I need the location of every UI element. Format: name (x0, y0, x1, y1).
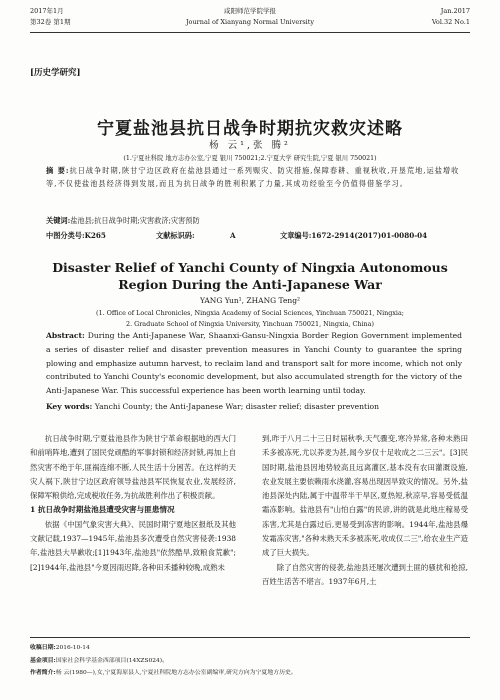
abstract-zh (46, 165, 466, 190)
abstract-en (46, 329, 462, 398)
doc-code-label: 文献标识码: (156, 231, 195, 240)
abstract-en-label: Abstract: (46, 331, 85, 340)
keywords-zh (46, 216, 466, 226)
body-paragraph: 依据《中国气象灾害大典》、民国时期宁夏地区报纸及其他文献记载,1937—1945年,盐池县多次遭受自然灾害侵袭:1938年,盐池县大旱歉收;[1]1943年,盐池县"依然酷旱,致粮食荒歉";[2]1944年,盐池县"今夏因雨迟降,各种田禾播种较晚,成熟未 (30, 519, 236, 572)
title-en (0, 259, 500, 293)
title-en-line2: Region During the Anti-Japanese War (118, 277, 382, 292)
abstract-zh-label: 摘 要: (46, 166, 70, 175)
article-number: 文章编号:1672-2914(2017)01-0080-04 (280, 231, 428, 240)
affiliation-en-2: 2. Graduate School of Ningxia University, Yinchuan 750021, Ningxia, China) (126, 319, 374, 328)
journal-name-en: Journal of Xianyang Normal University (185, 18, 315, 26)
body-paragraph: 除了自然灾害的侵袭,盐池县还屡次遭到土匪的骚扰和抢掠,百姓生活苦不堪言。1937年6月,土 (262, 562, 468, 586)
title-zh: 宁夏盐池县抗日战争时期抗灾救灾述略 (97, 119, 403, 139)
affiliations-zh: (1.宁夏社科院 地方志办公室,宁夏 银川 750021;2.宁夏大学 研究生院,宁夏 银川 750021) (123, 155, 377, 162)
author-bio-value: 杨 云(1980—),女,宁夏海原县人,宁夏社科院地方志办公室副编审,研究方向为宁夏地方历史。 (55, 670, 297, 676)
keywords-zh-label: 关键词: (46, 216, 71, 225)
fund-label: 基金项目: (30, 656, 56, 664)
keywords-en-text: Yanchi County; the Anti-Japanese War; disaster relief; disaster prevention (94, 402, 379, 411)
author-bio-label: 作者简介: (30, 669, 56, 676)
volume-issue-zh: 第32卷 第1期 (30, 18, 71, 26)
section-label: [历史学研究] (30, 68, 81, 78)
fund-info (30, 655, 470, 668)
header-rule (30, 32, 470, 33)
abstract-zh-text: 抗日战争时期,陕甘宁边区政府在盐池县通过一系列赈灾、防灾措施,保障春耕、重视秋收,开垦荒地,运盐增收等,不仅使盐池县经济得到发展,而且为抗日战争的胜利积累了力量,其成功经验至今仍值得借鉴学习。 (46, 166, 460, 188)
received-date (30, 642, 470, 655)
section-heading-1: 1 抗日战争时期盐池县遭受灾害与匪患情况 (30, 505, 175, 515)
header-right (432, 6, 470, 28)
keywords-zh-text: 盐池县;抗日战争时期;灾害救济;灾害预防 (70, 216, 200, 225)
body-column-left (30, 432, 236, 575)
affiliations-en (0, 308, 500, 329)
doc-code-value: A (230, 231, 236, 240)
author-bio (30, 667, 470, 680)
fund-value: 国家社会科学基金西部项目(14XZS024)。 (55, 657, 168, 664)
abstract-en-text: During the Anti-Japanese War, Shaanxi-Gansu-Ningxia Border Region Government implemented a series of disaster relief and disaster prevention measures in Yanchi County to guarantee the spring plowing and emphasize autumn harvest, to reclaim land and transport salt for more income, which not only contributed to Yanchi County's economic development, but also accumulated strength for the victory of the Anti-Japanese War. This successful experience has been worth learning until today. (46, 331, 462, 396)
received-value: 2016-10-14 (55, 645, 90, 651)
volume-issue-en: Vol.32 No.1 (431, 18, 470, 26)
footnotes (30, 637, 470, 680)
body-column-right (262, 432, 468, 589)
journal-name-zh: 咸阳师范学院学报 (224, 7, 276, 15)
affiliation-en-1: (1. Office of Local Chronicles, Ningxia Academy of Social Sciences, Yinchuan 750021, Ningxia; (96, 309, 404, 317)
received-label: 收稿日期: (30, 644, 56, 651)
body-paragraph: 抗日战争时期,宁夏盐池县作为陕甘宁革命根据地的西大门和前哨阵地,遭到了国民党顽酷的军事封锁和经济封锁,再加上自然灾害不绝于年,匪祸连绵不断,人民生活十分困苦。在这样的天灾人祸下,陕甘宁边区政府领导盐池县军民恢复农业,发展经济,保障军粮供给,完成税收任务,为抗战胜利作出了积极贡献。 (30, 434, 236, 501)
body-paragraph: 到,昨于八月二十三日时届秋季,天气骤变,寒冷异常,各种未熟田禾多被冻死,尤以荞麦为甚,闻今岁仅十足收成之二三云"。[3]民国时期,盐池县因地势较高且远离灌区,基本没有农田灌溉设施,农业发展主要依赖雨水浇灌,容易出现因旱致灾的情况。另外,盐池县深处内陆,属于中温带半干旱区,夏热短,秋凉早,容易受低温霜冻影响。盐池县有"山怕白露"的民谚,讲的就是此地庄稼易受冻害,尤其是白露过后,更易受到冻害的影响。1944年,盐池县爆发霜冻灾害,"各种未熟天禾多被冻死,收成仅二三",给农业生产造成了巨大损失。 (262, 434, 469, 558)
issue-date-en: Jan.2017 (440, 7, 470, 15)
keywords-en-label: Key words: (46, 402, 93, 411)
keywords-en (46, 402, 466, 411)
issue-date: 2017年1月 (30, 7, 64, 15)
header-center (30, 6, 470, 28)
authors-zh: 杨 云¹,张 腾² (209, 140, 291, 151)
authors-en: YANG Yun¹, ZHANG Teng² (199, 296, 301, 305)
journal-header (30, 6, 470, 50)
title-en-line1: Disaster Relief of Yanchi County of Ningxia Autonomous (52, 260, 448, 275)
clc-number: 中图分类号:K265 (46, 231, 106, 240)
